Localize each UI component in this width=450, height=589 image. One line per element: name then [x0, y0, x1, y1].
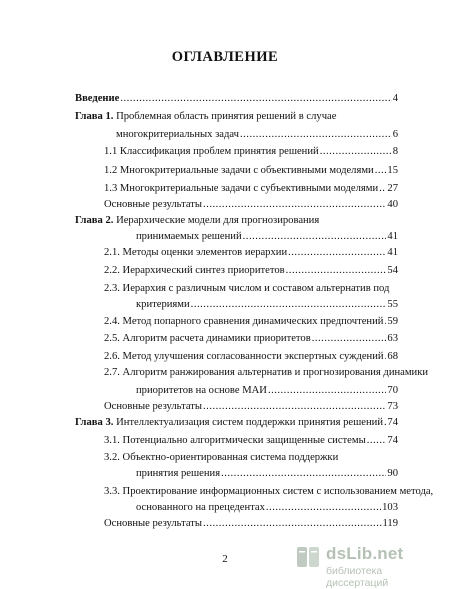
toc-entry-text: многокритериальных задач	[116, 129, 239, 140]
toc-entry-section[interactable]	[104, 366, 428, 379]
toc-page-number: 74	[387, 417, 398, 428]
toc-page-number: 103	[382, 502, 398, 513]
toc-page-number: 68	[387, 351, 398, 362]
toc-entry-section[interactable]	[104, 451, 338, 464]
dot-leader	[203, 517, 381, 530]
toc-entry-continuation[interactable]	[136, 384, 398, 397]
page-title: ОГЛАВЛЕНИЕ	[171, 49, 279, 65]
toc-entry-text: 2.7. Алгоритм ранжирования альтернатив и прогнозирования динамики	[104, 367, 429, 378]
toc-entry-text: критериями	[136, 299, 190, 310]
toc-entry-text: 2.1. Методы оценки элементов иерархии	[104, 247, 288, 258]
toc-page-number: 63	[387, 333, 398, 344]
toc-entry-continuation[interactable]	[136, 298, 398, 311]
toc-entry-text: 2.2. Иерархический синтез приоритетов	[104, 265, 285, 276]
toc-entry-continuation[interactable]	[136, 467, 398, 480]
toc-entry-continuation[interactable]	[116, 128, 398, 141]
chapter-label: Глава 3.	[75, 417, 114, 428]
toc-entry-section[interactable]	[104, 182, 398, 195]
toc-entry-text: Проблемная область принятия решений в случае	[116, 111, 337, 122]
toc-entry-text: принимаемых решений	[136, 231, 242, 242]
dslib-logo-icon	[296, 545, 322, 569]
dot-leader	[240, 128, 392, 141]
toc-entry-text: Основные результаты	[104, 199, 203, 210]
toc-entry-text: 1.1 Классификация проблем принятия решений	[104, 146, 319, 157]
dot-leader	[375, 164, 387, 177]
dot-leader	[268, 384, 386, 397]
dot-leader	[203, 400, 386, 413]
toc-page-number: 27	[387, 183, 398, 194]
dot-leader	[191, 298, 387, 311]
dot-leader	[288, 246, 386, 259]
dot-leader	[320, 145, 392, 158]
toc-entry-results[interactable]	[104, 400, 398, 413]
toc-entry-section[interactable]	[104, 485, 433, 498]
toc-entry-section[interactable]	[104, 264, 398, 277]
toc-entry-section[interactable]	[104, 282, 389, 295]
toc-entry-section[interactable]	[104, 434, 398, 447]
toc-entry-section[interactable]	[104, 164, 398, 177]
toc-entry-text: 3.3. Проектирование информационных систем с использованием метода,	[104, 486, 434, 497]
toc-entry-section[interactable]	[104, 332, 398, 345]
dot-leader	[312, 332, 387, 345]
toc-entry-text: 2.4. Метод попарного сравнения динамических предпочтений	[104, 316, 384, 327]
toc-entry-continuation[interactable]	[136, 230, 398, 243]
toc-entry-section[interactable]	[104, 350, 398, 363]
toc-entry-text: Основные результаты	[104, 518, 203, 529]
dot-leader	[384, 416, 386, 429]
toc-entry-text: 1.2 Многокритериальные задачи с объективными моделями	[104, 165, 374, 176]
dot-leader	[286, 264, 387, 277]
toc-entry-chapter-2[interactable]	[75, 214, 319, 227]
toc-page-number: 59	[387, 316, 398, 327]
dot-leader	[266, 501, 381, 514]
toc-entry-section[interactable]	[104, 246, 398, 259]
toc-entry-continuation[interactable]	[136, 501, 398, 514]
toc-entry-text: принятия решения	[136, 468, 221, 479]
dot-leader	[367, 434, 387, 447]
toc-entry-text: приоритетов на основе МАИ	[136, 385, 267, 396]
toc-page-number: 41	[387, 247, 398, 258]
toc-entry-section[interactable]	[104, 315, 398, 328]
toc-page-number: 90	[387, 468, 398, 479]
toc-entry-text: Введение	[75, 93, 120, 104]
toc-entry-text: 1.3 Многокритериальные задачи с субъективными моделями	[104, 183, 379, 194]
toc-page-number: 40	[387, 199, 398, 210]
dot-leader	[221, 467, 386, 480]
toc-entry-chapter-3[interactable]	[75, 416, 398, 429]
page-number: 2	[222, 553, 228, 565]
chapter-label: Глава 1.	[75, 111, 114, 122]
toc-entry-text: Основные результаты	[104, 401, 203, 412]
toc-entry-introduction[interactable]	[75, 92, 398, 105]
watermark-subtitle: библиотека диссертаций	[326, 565, 389, 589]
toc-page-number: 70	[387, 385, 398, 396]
toc-entry-results[interactable]	[104, 517, 398, 530]
watermark	[296, 542, 446, 589]
chapter-label: Глава 2.	[75, 215, 114, 226]
dot-leader	[243, 230, 387, 243]
watermark-name: dsLib.net	[326, 544, 404, 563]
toc-page-number: 73	[387, 401, 398, 412]
toc-entry-text: основанного на прецедентах	[136, 502, 265, 513]
toc-entry-text: 2.5. Алгоритм расчета динамики приоритетов	[104, 333, 311, 344]
toc-entry-results[interactable]	[104, 198, 398, 211]
toc-page-number: 55	[387, 299, 398, 310]
dot-leader	[385, 350, 387, 363]
dot-leader	[379, 182, 386, 195]
toc-page-number: 15	[387, 165, 398, 176]
dot-leader	[203, 198, 386, 211]
toc-entry-text: Иерархические модели для прогнозирования	[116, 215, 320, 226]
dot-leader	[384, 315, 386, 328]
toc-entry-text: 2.3. Иерархия с различным числом и составом альтернатив под	[104, 283, 390, 294]
toc-entry-section[interactable]	[104, 145, 398, 158]
toc-page-number: 6	[392, 129, 398, 140]
toc-page-number: 74	[387, 435, 398, 446]
toc-page-number: 8	[392, 146, 398, 157]
toc-page-number: 119	[382, 518, 398, 529]
dot-leader	[120, 92, 391, 105]
toc-entry-text: 2.6. Метод улучшения согласованности экспертных суждений	[104, 351, 384, 362]
toc-entry-chapter-1[interactable]	[75, 110, 336, 123]
toc-entry-text: 3.2. Объектно-ориентированная система поддержки	[104, 452, 339, 463]
toc-page-number: 54	[387, 265, 398, 276]
toc-entry-text: Интеллектуализация систем поддержки принятия решений	[116, 417, 383, 428]
toc-entry-text: 3.1. Потенциально алгоритмически защищенные системы	[104, 435, 366, 446]
toc-page-number: 41	[387, 231, 398, 242]
toc-page-number: 4	[392, 93, 398, 104]
